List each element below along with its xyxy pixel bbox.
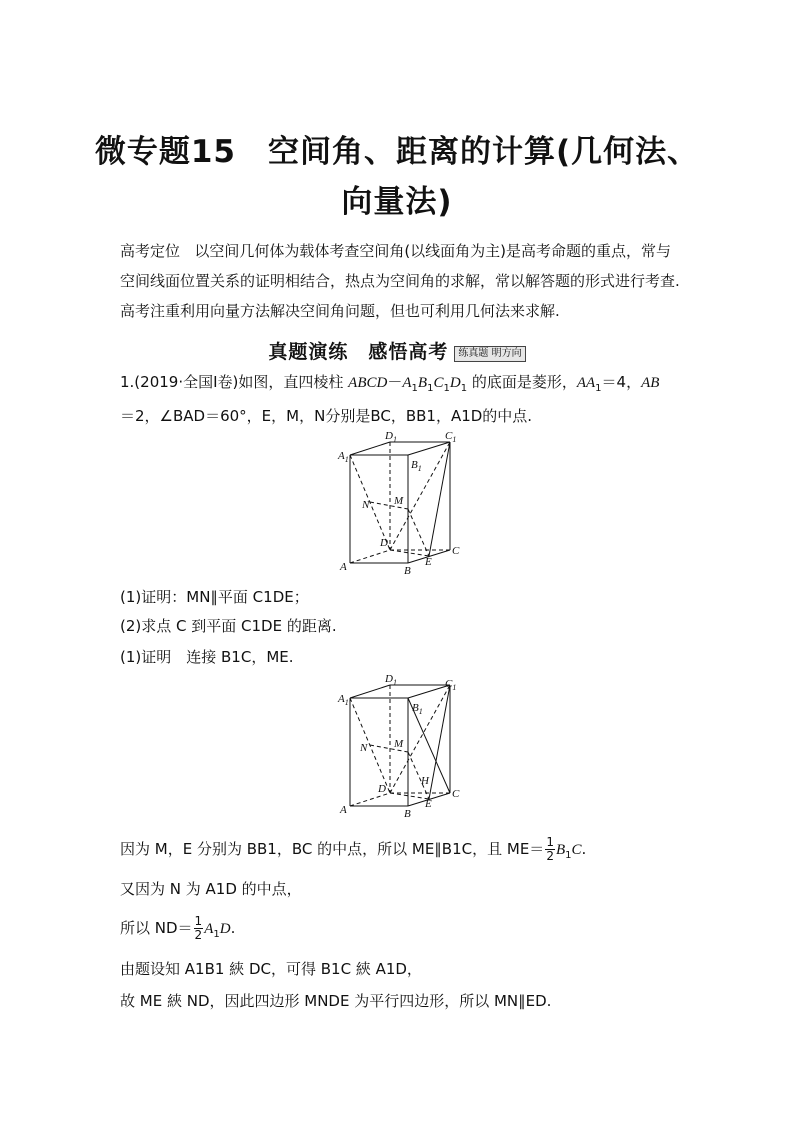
problem-line2: ＝2，∠BAD＝60°，E，M，N分别是BC，BB1，A1D的中点. (120, 407, 533, 425)
label-B: B (404, 565, 411, 575)
intro-text: 以空间几何体为载体考查空间角(以线面角为主)是高考命题的重点，常与空间线面位置关系的证明相结合，热点为空间角的求解，常以解答题的形式进行考查.高考注重利用向量方法解决空间角问题，但也可利用几何法来求解. (120, 242, 680, 320)
svg-text:A1: $A_1$ (338, 693, 349, 707)
question-2: (2)求点 C 到平面 C1DE 的距离. (120, 617, 337, 635)
fraction-half: $\frac{1}{2}$ (546, 835, 554, 863)
proof-step-5: 故 ME 綊 ND，因此四边形 MNDE 为平行四边形，所以 MN∥ED. (120, 992, 552, 1010)
proof-step-3-text: 所以 ND＝ (120, 919, 193, 937)
svg-text:B1: $B_1$ (412, 702, 423, 716)
section-heading (0, 337, 794, 364)
label-M: M (394, 495, 404, 507)
intro-paragraph (120, 236, 680, 326)
svg-text:B: B (404, 808, 411, 818)
edge (350, 442, 390, 455)
fraction-half-2: $\frac{1}{2}$ (194, 914, 203, 942)
svg-text:C: C (452, 788, 460, 800)
prism-figure-2 (330, 673, 470, 818)
page-title-line2: 向量法) (341, 184, 453, 220)
label-D: D (380, 537, 388, 549)
proof-step-1: 因为 M，E 分别为 BB1，BC 的中点，所以 ME∥B1C，且 ME＝ $\frac{1}{2}$ $B_1C$. (120, 835, 587, 863)
proof-heading: (1)证明 连接 B1C，ME. (120, 648, 294, 666)
label-D1: $D_1$ (385, 430, 397, 444)
proof-step-2: 又因为 N 为 A1D 的中点， (120, 880, 302, 898)
svg-text:D1: $D_1$ (385, 673, 397, 687)
proof-step-1-text: 因为 M，E 分别为 BB1，BC 的中点，所以 ME∥B1C，且 ME＝ (120, 840, 545, 858)
section-title: 真题演练 感悟高考 (268, 341, 449, 363)
svg-text:M: M (394, 738, 404, 750)
label-A1: $A_1$ (338, 450, 349, 464)
label-E: E (425, 556, 432, 568)
intro-label: 高考定位 (120, 242, 181, 260)
proof-step-4: 由题设知 A1B1 綊 DC，可得 B1C 綊 A1D， (120, 960, 422, 978)
label-C1: $C_1$ (445, 430, 457, 444)
svg-text:C1: $C_1$ (445, 678, 457, 692)
problem-prefix: 1.(2019·全国Ⅰ卷)如图，直四棱柱 (120, 373, 344, 391)
page-title-line1: 微专题15 空间角、距离的计算(几何法、 (94, 134, 700, 170)
label-A: A (340, 561, 347, 573)
svg-text:D: D (378, 783, 386, 795)
label-B1: $B_1$ (411, 459, 422, 473)
label-C: C (452, 545, 460, 557)
problem-line1: 1.(2019·全国Ⅰ卷)如图，直四棱柱 $ABCD-A_1B_1C_1D_1$ 的底面是菱形，$AA_1=4$，AB (120, 373, 660, 394)
question-1: (1)证明：MN∥平面 C1DE； (120, 588, 309, 606)
proof-step-3: 所以 ND＝ $\frac{1}{2}$ $A_1D$. (120, 914, 236, 942)
svg-text:N: N (360, 742, 368, 754)
svg-text:A: A (340, 804, 347, 816)
label-N: N (362, 499, 370, 511)
prism-figure-1 (330, 430, 470, 575)
section-tag: 练真题 明方向 (454, 346, 525, 362)
svg-text:E: E (425, 798, 432, 810)
label-H: H (421, 775, 429, 787)
